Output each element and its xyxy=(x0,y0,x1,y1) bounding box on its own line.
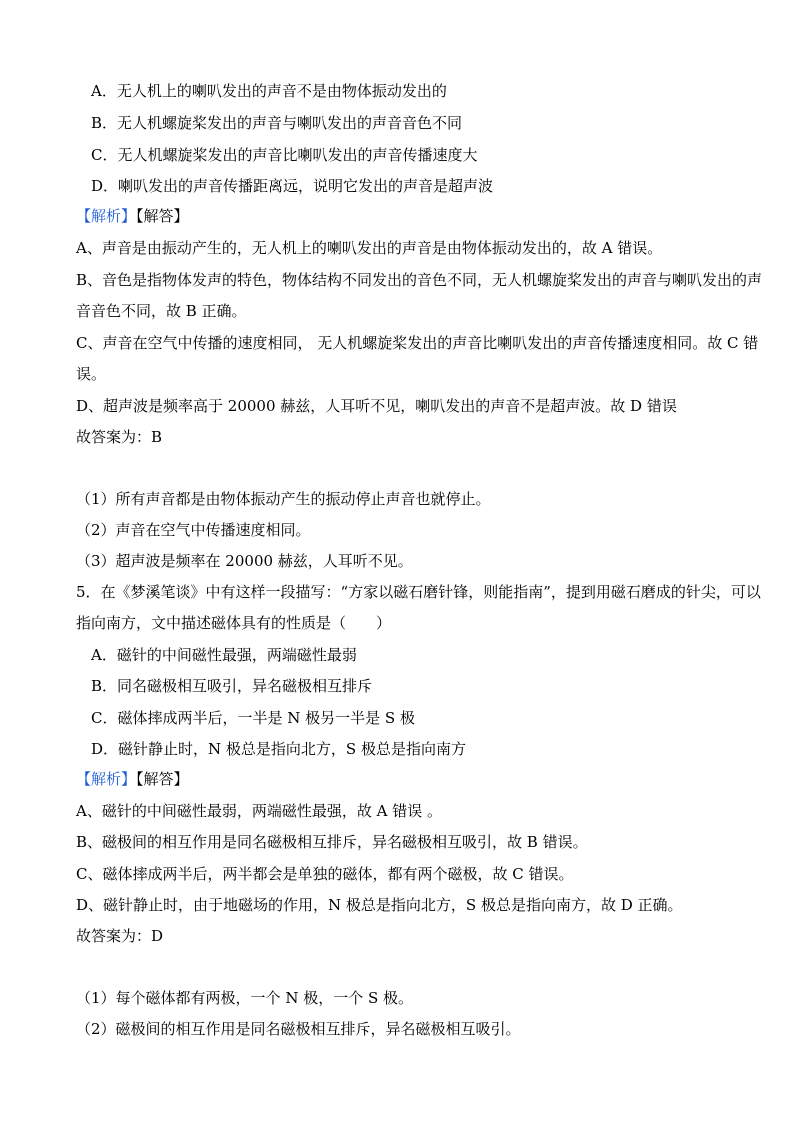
q4-solution-b-line1: B、音色是指物体发声的特色，物体结构不同发出的音色不同，无人机螺旋桨发出的声音与喇叭发出的声 xyxy=(76,271,763,289)
q5-option-a: A．磁针的中间磁性最强，两端磁性最弱 xyxy=(91,646,357,664)
q4-option-a: A．无人机上的喇叭发出的声音不是由物体振动发出的 xyxy=(91,82,447,100)
q4-solution-header xyxy=(76,206,189,226)
jiexi-label: 【解析】 xyxy=(76,207,137,225)
q4-answer: 故答案为：B xyxy=(76,428,163,446)
q4-solution-c-line1: C、声音在空气中传播的速度相同， 无人机螺旋桨发出的声音比喇叭发出的声音传播速度相同。故 C 错 xyxy=(76,334,759,352)
q5-solution-b: B、磁极间的相互作用是同名磁极相互排斥，异名磁极相互吸引，故 B 错误。 xyxy=(76,833,588,851)
q4-analysis-1: （1）所有声音都是由物体振动产生的振动停止声音也就停止。 xyxy=(76,490,491,508)
jiexi-label: 【解析】 xyxy=(76,770,137,788)
q4-solution-b-line2: 音音色不同，故 B 正确。 xyxy=(76,302,247,320)
q5-stem-line2: 指向南方，文中描述磁体具有的性质是（ ） xyxy=(76,614,392,632)
q5-analysis-1: （1）每个磁体都有两极，一个 N 极，一个 S 极。 xyxy=(76,989,414,1007)
q4-solution-c-line2: 误。 xyxy=(76,365,107,383)
q5-analysis-2: （2）磁极间的相互作用是同名磁极相互排斥，异名磁极相互吸引。 xyxy=(76,1020,521,1038)
q5-solution-d: D、磁针静止时，由于地磁场的作用，N 极总是指向北方，S 极总是指向南方，故 D 正确。 xyxy=(76,896,683,914)
q5-solution-a: A、磁针的中间磁性最弱，两端磁性最强，故 A 错误 。 xyxy=(76,802,442,820)
q4-solution-d: D、超声波是频率高于 20000 赫兹，人耳听不见，喇叭发出的声音不是超声波。故 D 错误 xyxy=(76,397,677,415)
q4-option-b: B．无人机螺旋桨发出的声音与喇叭发出的声音音色不同 xyxy=(91,114,463,132)
q4-option-d: D．喇叭发出的声音传播距离远，说明它发出的声音是超声波 xyxy=(91,177,494,195)
q5-solution-header xyxy=(76,769,189,789)
q5-option-b: B．同名磁极相互吸引，异名磁极相互排斥 xyxy=(91,677,373,695)
q5-option-d: D．磁针静止时，N 极总是指向北方，S 极总是指向南方 xyxy=(91,740,466,758)
q5-option-c: C．磁体摔成两半后，一半是 N 极另一半是 S 极 xyxy=(91,709,415,727)
q4-analysis-3: （3）超声波是频率在 20000 赫兹，人耳听不见。 xyxy=(76,552,413,570)
q5-solution-c: C、磁体摔成两半后，两半都会是单独的磁体，都有两个磁极，故 C 错误。 xyxy=(76,865,574,883)
jieda-label: 【解答】 xyxy=(136,207,189,225)
q4-analysis-2: （2）声音在空气中传播速度相同。 xyxy=(76,521,311,539)
q5-answer: 故答案为：D xyxy=(76,927,164,945)
q4-option-c: C．无人机螺旋桨发出的声音比喇叭发出的声音传播速度大 xyxy=(91,146,478,164)
jieda-label: 【解答】 xyxy=(136,770,189,788)
q5-stem-line1: 5．在《梦溪笔谈》中有这样一段描写：“方家以磁石磨针锋，则能指南”，提到用磁石磨成的针尖，可以 xyxy=(76,583,761,601)
q4-solution-a: A、声音是由振动产生的，无人机上的喇叭发出的声音是由物体振动发出的，故 A 错误。 xyxy=(76,239,663,257)
